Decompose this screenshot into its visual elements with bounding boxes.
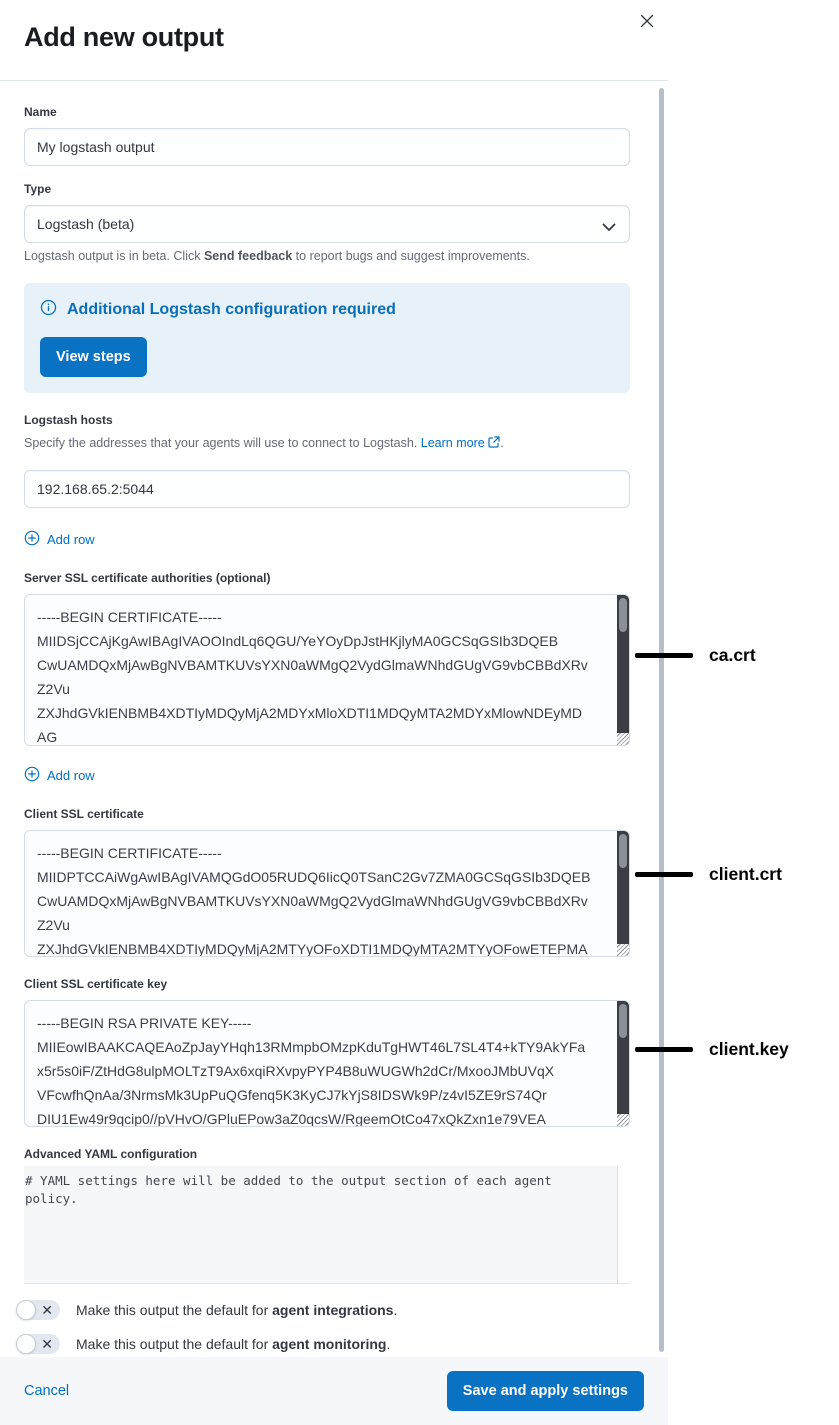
annotation-line [635, 872, 693, 877]
ssl-key-textarea[interactable] [24, 1000, 630, 1127]
yaml-editor[interactable] [24, 1166, 630, 1284]
default-integrations-row [16, 1300, 644, 1320]
flyout-footer [0, 1357, 668, 1425]
beta-helper-suffix: to report bugs and suggest improvements. [292, 249, 530, 263]
hosts-helper-suffix: . [500, 436, 504, 450]
toggle-label-bold: agent monitoring [272, 1336, 387, 1352]
default-integrations-toggle[interactable] [16, 1300, 60, 1320]
ssl-key-label: Client SSL certificate key [24, 977, 168, 991]
annotation-label: client.key [709, 1039, 789, 1059]
annotation-line [635, 1047, 693, 1052]
scrollbar-thumb[interactable] [619, 834, 627, 868]
plus-circle-icon [24, 766, 40, 785]
annotation-label: client.crt [709, 864, 782, 884]
learn-more-link[interactable]: Learn more [420, 436, 485, 450]
hosts-label: Logstash hosts [24, 413, 113, 427]
annotation-client-key [635, 1039, 789, 1060]
callout-header [40, 299, 614, 321]
textarea-scrollbar[interactable] [617, 595, 629, 745]
hosts-helper-prefix: Specify the addresses that your agents will use to connect to Logstash. [24, 436, 421, 450]
default-monitoring-label [76, 1336, 390, 1352]
ssl-ca-textarea-wrap [24, 594, 630, 746]
type-select-value: Logstash (beta) [37, 216, 135, 232]
external-link-icon [488, 436, 500, 453]
annotation-ca-crt [635, 645, 756, 666]
name-label: Name [24, 105, 57, 119]
default-integrations-label [76, 1302, 397, 1318]
annotation-label: ca.crt [709, 645, 756, 665]
toggle-label-suffix: . [386, 1336, 391, 1352]
logstash-config-callout [24, 283, 630, 393]
default-monitoring-row [16, 1334, 644, 1354]
add-ca-row-button[interactable] [24, 766, 95, 785]
logstash-host-input[interactable] [24, 470, 630, 508]
toggle-label-prefix: Make this output the default for [76, 1302, 273, 1318]
yaml-label: Advanced YAML configuration [24, 1147, 198, 1161]
name-input[interactable] [24, 128, 630, 166]
add-row-label: Add row [47, 768, 95, 783]
save-and-apply-button[interactable]: Save and apply settings [447, 1371, 644, 1411]
ssl-ca-textarea[interactable] [24, 594, 630, 746]
default-monitoring-toggle[interactable] [16, 1334, 60, 1354]
ssl-cert-label: Client SSL certificate [24, 807, 144, 821]
toggle-label-bold: agent integrations [272, 1302, 394, 1318]
ssl-key-textarea-wrap [24, 1000, 630, 1127]
toggle-label-suffix: . [393, 1302, 398, 1318]
view-steps-button[interactable]: View steps [40, 337, 147, 377]
page-title: Add new output [24, 22, 224, 52]
type-select[interactable] [24, 205, 630, 243]
yaml-editor-gutter [617, 1166, 630, 1283]
textarea-scrollbar[interactable] [617, 831, 629, 956]
textarea-scrollbar[interactable] [617, 1001, 629, 1126]
flyout-scrollbar[interactable] [659, 88, 664, 1352]
add-host-row-button[interactable] [24, 530, 95, 549]
beta-helper-bold: Send feedback [203, 249, 293, 263]
resize-handle-icon[interactable] [617, 733, 629, 745]
resize-handle-icon[interactable] [617, 944, 629, 956]
yaml-placeholder-text: # YAML settings here will be added to the output section of each agent policy. [25, 1173, 552, 1206]
beta-helper-text [24, 248, 644, 265]
toggle-off-x-icon: ✕ [41, 1336, 53, 1352]
hosts-helper-text [24, 435, 644, 453]
scrollbar-thumb[interactable] [619, 1004, 627, 1038]
toggle-off-x-icon: ✕ [41, 1302, 53, 1318]
ssl-ca-label: Server SSL certificate authorities (optional) [24, 571, 271, 585]
close-button[interactable] [638, 11, 658, 31]
add-row-label: Add row [47, 532, 95, 547]
plus-circle-icon [24, 530, 40, 549]
close-icon [638, 12, 658, 30]
scrollbar-thumb[interactable] [619, 598, 627, 632]
annotation-client-crt [635, 864, 782, 885]
callout-title: Additional Logstash configuration required [67, 301, 396, 318]
type-label: Type [24, 182, 52, 196]
cancel-button[interactable]: Cancel [24, 1383, 70, 1399]
toggle-knob[interactable] [16, 1334, 36, 1354]
annotation-line [635, 653, 693, 658]
flyout-body [0, 81, 668, 1354]
beta-helper-prefix: Logstash output is in beta. Click [24, 249, 204, 263]
toggle-knob[interactable] [16, 1300, 36, 1320]
chevron-down-icon [602, 219, 616, 235]
toggle-label-prefix: Make this output the default for [76, 1336, 273, 1352]
info-icon [40, 299, 57, 321]
ssl-cert-textarea[interactable] [24, 830, 630, 957]
flyout-header [0, 0, 668, 81]
resize-handle-icon[interactable] [617, 1114, 629, 1126]
ssl-cert-textarea-wrap [24, 830, 630, 957]
